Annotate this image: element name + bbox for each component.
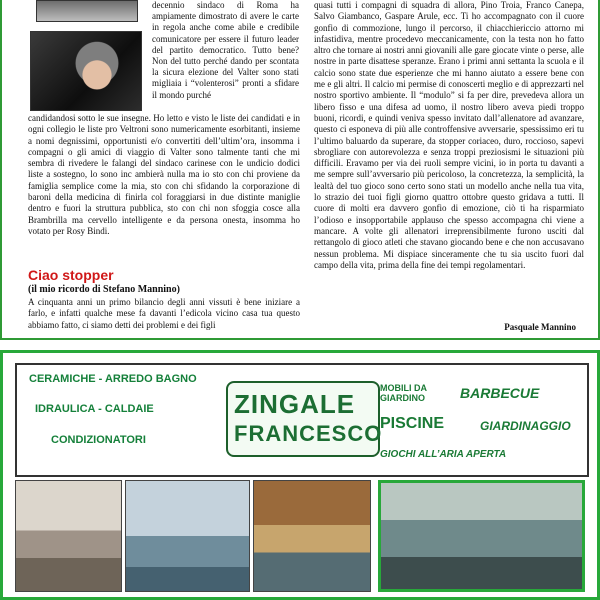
article-right-column <box>314 0 584 271</box>
headline-ciao-stopper: Ciao stopper <box>28 267 114 283</box>
offer-barbecue: BARBECUE <box>460 385 540 401</box>
offer-giochi: GIOCHI ALL’ARIA APERTA <box>380 449 507 460</box>
photo-kitchen <box>253 480 371 592</box>
article-text-wrap <box>152 0 299 101</box>
ad-service-line: CERAMICHE - ARREDO BAGNO <box>29 373 197 385</box>
subarticle-text: A cinquanta anni un primo bilancio degli anni vissuti è bene iniziare a farlo, e infatti qualche mese fa davanti l’edicola vicino casa tua questo abbiamo fatto, ci siamo detti dei problemi e dei figli <box>28 297 300 330</box>
article-paragraph: decennio sindaco di Roma ha ampiamente dimostrato di avere le carte in regola anche come abile e credibile comunicatore per essere il futuro leader del partito democratico. Tutto bene? Non del tutto perché dando per scontata la sicura elezione del Valter sono stati migliaia i “volenterosi” pronti a sfidare il mondo purché <box>152 0 299 100</box>
logo-line2: FRANCESCO <box>234 421 383 446</box>
brand-logo <box>226 381 383 457</box>
photo-bathroom-tiles <box>15 480 122 592</box>
article-paragraph: candidandosi sotto le sue insegne. Ho letto e visto le liste dei candidati e in ogni collegio le liste pro Veltroni sono numericamente esorbitanti, insieme a nomi degnissimi, opportunisti e/o convertiti dell’ultim’ora, insomma i compagni o gli amici di viaggio di Valter sono talmente tanti che mi sembra di rivedere le falangi del sindaco carinese con le undicio dodici liste a sostegno, lo sono inc ambierà nulla ma io sto con chi proviene da famiglia semplice come la mia, sto con chi sfidando la corporazione di baroni della medicina di finirla col foraggiarsi in due distinte maniglie dentro e fuori la struttura pubblica, sto con chi non sfoggia cosce alla Brambrilla ma cervello intelligente e da persona onesta, insomma ho votato per Rosy Bindi. <box>28 113 300 236</box>
offer-mobili: MOBILI DA GIARDINO <box>380 383 427 403</box>
ad-banner <box>15 363 589 477</box>
photo-bathtub <box>125 480 250 592</box>
photo-top-portrait <box>36 0 138 22</box>
photo-portrait-woman <box>30 31 142 111</box>
ad-service-line: CONDIZIONATORI <box>51 434 146 446</box>
subheadline: (il mio ricordo di Stefano Mannino) <box>28 284 180 295</box>
offer-piscine: PISCINE <box>380 415 445 432</box>
ad-photo-strip <box>15 480 585 592</box>
advertisement-section <box>0 350 600 600</box>
photo-showroom <box>378 480 585 592</box>
author-signature: Pasquale Mannino <box>504 322 576 332</box>
ad-service-line: IDRAULICA - CALDAIE <box>35 403 154 415</box>
offer-giardinaggio: GIARDINAGGIO <box>480 419 571 433</box>
logo-line1: ZINGALE <box>234 389 356 419</box>
ad-offers <box>380 377 580 467</box>
article-paragraph: quasi tutti i compagni di squadra di allora, Pino Troia, Franco Canepa, Salvo Giambanco, Gaspare Arule, ecc. Ti ho accompagnato con il cuore gonfio di commozione, lungo il percorso, il chiacchiericcio attorno mi infastidiva, mentre procedevo meccanicamente, con la testa non ho fatto altro che tornare ai nostri anni giovanili alle gare giocate vinte o perse, alle nostre in parte disattese speranze. Erano i primi anni settanta la scuola e il calcio sono state due esperienze che mi hanno aiutato a essere bene con me e gli altri. Il calcio mi permise di conoscerti meglio e di apprezzarti nel nostro sportivo ambiente. Il “modulo” si fa per dire, prevedeva allora un libero fisso e una difesa ad uomo, il nostro libero aveva piedi troppo buoni, ricordi, e quindi veniva spesso invitato dall’allenatore ad avanzare, questo ci esponeva di più alle controffensive avversarie, spessissimo eri tu l’ultimo baluardo da superare, da stopper coriaceo, duro, roccioso, sapevi sbrogliare con autorevolezza e senza troppi preziosismi le situazioni più difficili. Eravamo per via dei ruoli sempre vicini, io in porta tu davanti a me sempre sull’avversario più pericoloso, la concretezza, la semplicità, la lealtà del tuo gioco sono certo sono stati un modello anche nella tua vita, lo strazio dei tuoi figli giorno quattro ottobre questo gridava a tutti. Il cuore di molti era davvero gonfio di emozione, ciò ti ha risparmiato l’odioso e insopportabile applauso che spesso accompagna chi viene a mancare. A volte gli allenatori irreprensibilmente furono usciti dal rettangolo di gioco atleti che stavano giocando bene e che non accusavano nessun problema. Mi dispiace sinceramente che tu sia uscito fuori dal campo della vita, prima della fine dei tempi regolamentari. <box>314 0 584 270</box>
article-left-column <box>28 113 300 237</box>
